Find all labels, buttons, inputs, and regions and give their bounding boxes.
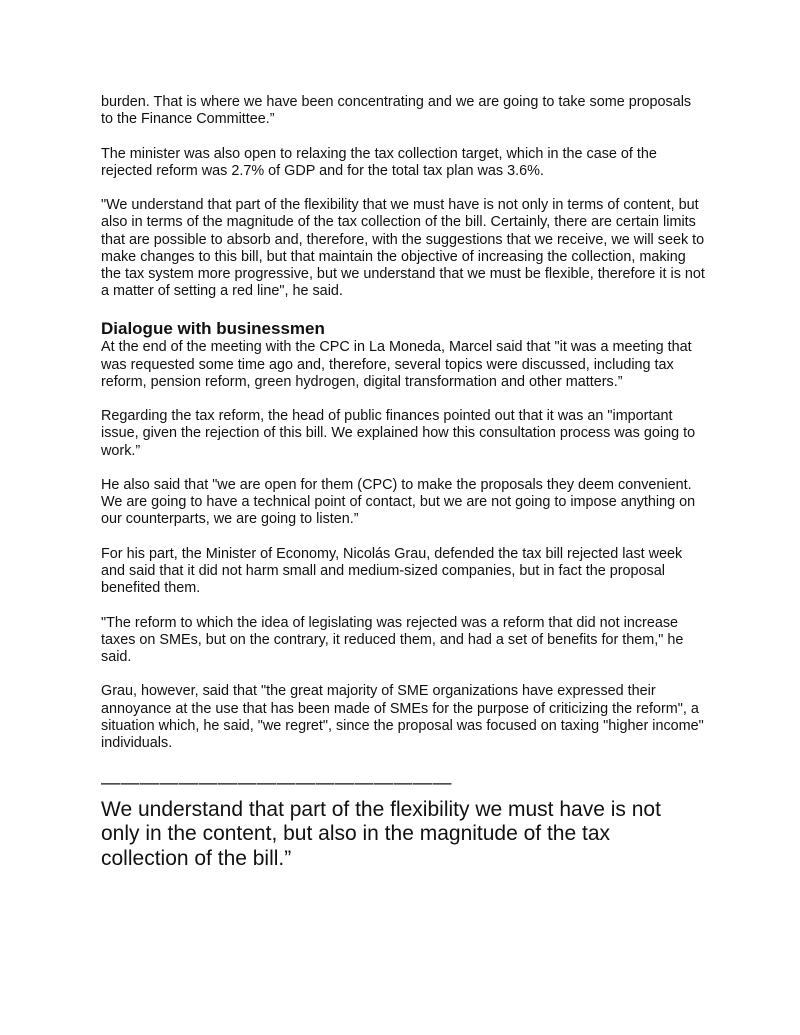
paragraph-open-proposals: He also said that "we are open for them (CPC) to make the proposals they deem convenient. We are going to have a technical point of contact, but we are not going to impose anything on our counterparts, we are going to listen.” — [101, 477, 696, 528]
paragraph-sme-organizations: Grau, however, said that "the great majority of SME organizations have expressed their annoyance at the use that has been made of SMEs for the purpose of criticizing the reform", a situation which, he said, "we regret", since the proposal was focused on taxing "higher income" individuals. — [101, 683, 704, 751]
paragraph-sme-benefits: "The reform to which the idea of legislating was rejected was a reform that did not increase taxes on SMEs, but on the contrary, it reduced them, and had a set of benefits for them," he said. — [101, 614, 684, 665]
paragraph-burden: burden. That is where we have been concentrating and we are going to take some proposals to the Finance Committee.” — [101, 94, 692, 128]
separator-line: —————————————————— — [101, 773, 452, 795]
paragraph-cpc-meeting: At the end of the meeting with the CPC in La Moneda, Marcel said that "it was a meeting that was requested some time ago and, therefore, several topics were discussed, including tax reform, pension reform, green hydrogen, digital transformation and other matters.” — [101, 339, 692, 390]
paragraph-grau-defense: For his part, the Minister of Economy, Nicolás Grau, defended the tax bill rejected last week and said that it did not harm small and medium-sized companies, but in fact the proposal benefited them. — [101, 545, 683, 597]
pull-quote: We understand that part of the flexibility we must have is not only in the content, but also in the magnitude of the tax collection of the bill.” — [101, 798, 661, 870]
paragraph-collection-target: The minister was also open to relaxing the tax collection target, which in the case of the rejected reform was 2.7% of GDP and for the total tax plan was 3.6%. — [101, 145, 657, 179]
document-page — [101, 94, 706, 871]
section-heading: Dialogue with businessmen — [101, 319, 325, 339]
paragraph-tax-reform-issue: Regarding the tax reform, the head of public finances pointed out that it was an "important issue, given the rejection of this bill. We explained how this consultation process was going to work.” — [101, 408, 696, 459]
paragraph-flexibility-quote: "We understand that part of the flexibility that we must have is not only in terms of content, but also in terms of the magnitude of the tax collection of the bill. Certainly, there are certain limits that are possible to absorb and, therefore, with the suggestions that we receive, we will seek to make changes to this bill, but that maintain the objective of increasing the collection, making the tax system more progressive, but we understand that we must be flexible, therefore it is not a matter of setting a red line", he said. — [101, 197, 705, 300]
